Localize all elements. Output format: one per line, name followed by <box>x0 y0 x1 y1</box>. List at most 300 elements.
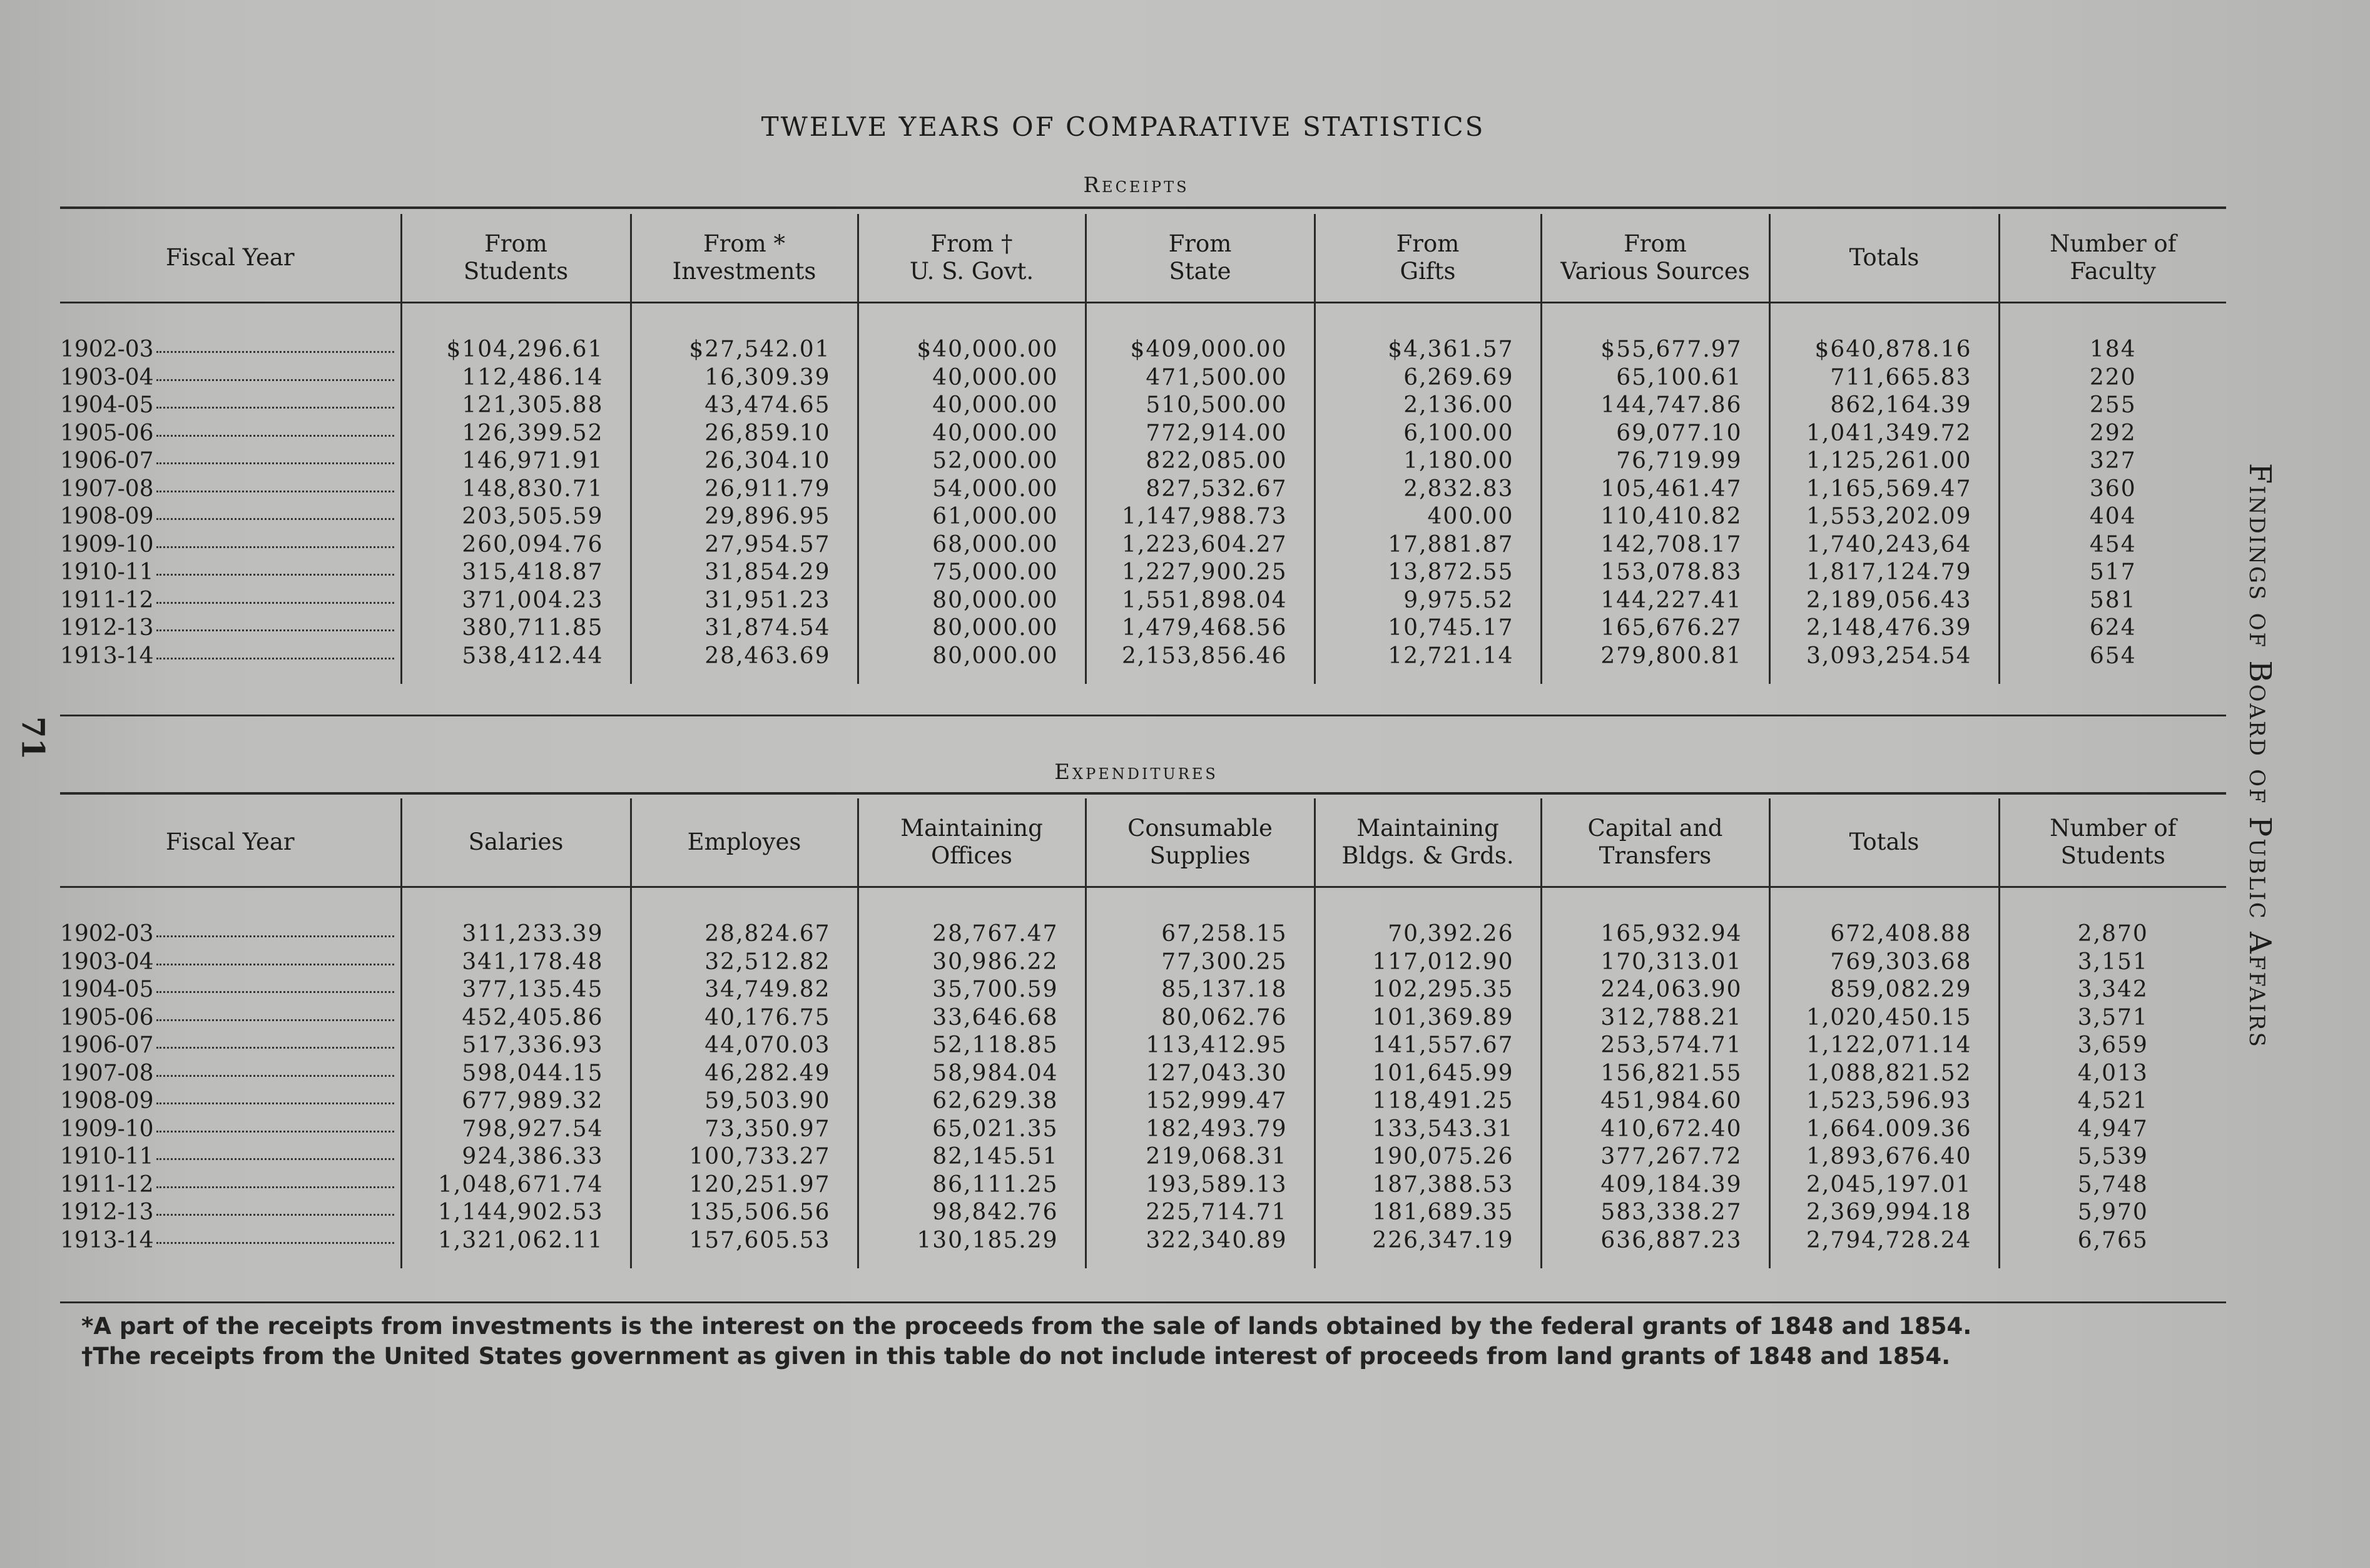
table-cell: 181,689.35 <box>1315 1199 1541 1227</box>
spacer-cell <box>1315 887 1541 921</box>
table-cell: 2,153,856.46 <box>1086 643 1315 671</box>
table-cell: 410,672.40 <box>1541 1116 1769 1144</box>
fiscal-year-label <box>60 476 394 504</box>
receipts-top-rule <box>60 206 2226 209</box>
table-cell: 69,077.10 <box>1541 420 1769 448</box>
expenditures-header-cell: Capital and Transfers <box>1541 798 1769 887</box>
table-cell: 451,984.60 <box>1541 1087 1769 1116</box>
spacer-cell <box>1541 1255 1769 1268</box>
fiscal-year-cell <box>60 503 401 531</box>
leader-dots <box>156 1158 394 1160</box>
fiscal-year-label <box>60 614 394 643</box>
leader-dots <box>156 964 394 965</box>
leader-dots <box>156 1019 394 1021</box>
page-title: TWELVE YEARS OF COMPARATIVE STATISTICS <box>761 111 1485 142</box>
table-cell: 315,418.87 <box>401 559 631 587</box>
table-cell: 3,342 <box>1999 976 2226 1004</box>
table-cell: 2,148,476.39 <box>1769 614 1999 643</box>
table-cell: 1,553,202.09 <box>1769 503 1999 531</box>
footnote-us-govt: †The receipts from the United States government as given in this table do not include interest of proceeds from land grants of 1848 and 1854. <box>81 1343 1951 1370</box>
table-cell: $409,000.00 <box>1086 336 1315 364</box>
expenditures-header-row <box>60 798 2226 887</box>
table-cell: 101,369.89 <box>1315 1004 1541 1032</box>
table-cell: 100,733.27 <box>631 1143 858 1171</box>
table-cell: 44,070.03 <box>631 1032 858 1060</box>
spacer-cell <box>1999 1255 2226 1268</box>
table-cell: 27,954.57 <box>631 531 858 559</box>
table-cell: 28,824.67 <box>631 920 858 949</box>
table-cell: 35,700.59 <box>858 976 1086 1004</box>
table-cell: 58,984.04 <box>858 1060 1086 1088</box>
spacer-cell <box>1086 887 1315 921</box>
table-cell: 253,574.71 <box>1541 1032 1769 1060</box>
receipts-header-cell: From Various Sources <box>1541 214 1769 303</box>
leader-dots <box>156 351 394 353</box>
table-cell: 26,859.10 <box>631 420 858 448</box>
fiscal-year-cell <box>60 976 401 1004</box>
fiscal-year-label <box>60 920 394 949</box>
table-cell: 29,896.95 <box>631 503 858 531</box>
table-cell: $27,542.01 <box>631 336 858 364</box>
table-cell: 193,589.13 <box>1086 1171 1315 1199</box>
spacer-cell <box>858 887 1086 921</box>
expenditures-header-cell: Totals <box>1769 798 1999 887</box>
table-cell: 40,000.00 <box>858 392 1086 420</box>
fiscal-year-cell <box>60 1060 401 1088</box>
spacer-cell <box>858 303 1086 337</box>
table-cell: 105,461.47 <box>1541 476 1769 504</box>
table-cell: 772,914.00 <box>1086 420 1315 448</box>
table-cell: 827,532.67 <box>1086 476 1315 504</box>
table-cell: 156,821.55 <box>1541 1060 1769 1088</box>
table-cell: 1,223,604.27 <box>1086 531 1315 559</box>
fiscal-year-label <box>60 1143 394 1171</box>
table-cell: 1,041,349.72 <box>1769 420 1999 448</box>
fiscal-year-text: 1912-13 <box>60 1199 154 1225</box>
leader-dots <box>156 379 394 381</box>
table-cell: 142,708.17 <box>1541 531 1769 559</box>
table-cell: 40,000.00 <box>858 420 1086 448</box>
table-cell: 225,714.71 <box>1086 1199 1315 1227</box>
fiscal-year-cell <box>60 447 401 476</box>
table-row <box>60 949 2226 977</box>
spacer-cell <box>401 1255 631 1268</box>
table-cell: 711,665.83 <box>1769 364 1999 392</box>
table-cell: 1,088,821.52 <box>1769 1060 1999 1088</box>
fiscal-year-label <box>60 949 394 977</box>
spacer-cell <box>60 670 401 684</box>
table-row <box>60 1116 2226 1144</box>
spacer-cell <box>1541 887 1769 921</box>
table-cell: 30,986.22 <box>858 949 1086 977</box>
table-cell: 636,887.23 <box>1541 1227 1769 1255</box>
table-cell: 5,970 <box>1999 1199 2226 1227</box>
leader-dots <box>156 629 394 631</box>
spacer-cell <box>60 887 401 921</box>
table-row <box>60 336 2226 364</box>
fiscal-year-cell <box>60 364 401 392</box>
table-cell: 70,392.26 <box>1315 920 1541 949</box>
fiscal-year-text: 1906-07 <box>60 1032 154 1058</box>
table-row <box>60 364 2226 392</box>
spacer-row <box>60 670 2226 684</box>
table-cell: 862,164.39 <box>1769 392 1999 420</box>
fiscal-year-text: 1904-05 <box>60 392 154 418</box>
fiscal-year-label <box>60 1227 394 1255</box>
spacer-cell <box>858 1255 1086 1268</box>
table-cell: 54,000.00 <box>858 476 1086 504</box>
fiscal-year-cell <box>60 1143 401 1171</box>
table-cell: 510,500.00 <box>1086 392 1315 420</box>
receipts-header-cell: Fiscal Year <box>60 214 401 303</box>
table-cell: 220 <box>1999 364 2226 392</box>
table-row <box>60 1171 2226 1199</box>
expenditures-header-cell: Fiscal Year <box>60 798 401 887</box>
spacer-row <box>60 1255 2226 1268</box>
table-cell: 5,748 <box>1999 1171 2226 1199</box>
receipts-header-cell: Number of Faculty <box>1999 214 2226 303</box>
fiscal-year-text: 1909-10 <box>60 1116 154 1142</box>
table-cell: 377,267.72 <box>1541 1143 1769 1171</box>
receipts-header-cell: From Gifts <box>1315 214 1541 303</box>
fiscal-year-text: 1904-05 <box>60 977 154 1002</box>
table-row <box>60 447 2226 476</box>
table-cell: 52,000.00 <box>858 447 1086 476</box>
fiscal-year-text: 1902-03 <box>60 337 154 362</box>
table-cell: 80,000.00 <box>858 614 1086 643</box>
table-cell: 322,340.89 <box>1086 1227 1315 1255</box>
fiscal-year-label <box>60 420 394 448</box>
table-cell: 10,745.17 <box>1315 614 1541 643</box>
table-row <box>60 1087 2226 1116</box>
table-cell: $40,000.00 <box>858 336 1086 364</box>
leader-dots <box>156 1242 394 1244</box>
table-cell: 110,410.82 <box>1541 503 1769 531</box>
table-cell: 101,645.99 <box>1315 1060 1541 1088</box>
table-cell: 5,539 <box>1999 1143 2226 1171</box>
expenditures-body <box>60 887 2226 1269</box>
table-cell: 86,111.25 <box>858 1171 1086 1199</box>
spacer-cell <box>631 887 858 921</box>
fiscal-year-label <box>60 1004 394 1032</box>
table-cell: 581 <box>1999 587 2226 615</box>
table-cell: 43,474.65 <box>631 392 858 420</box>
fiscal-year-text: 1907-08 <box>60 476 154 502</box>
table-cell: 40,176.75 <box>631 1004 858 1032</box>
leader-dots <box>156 407 394 409</box>
table-cell: 17,881.87 <box>1315 531 1541 559</box>
fiscal-year-text: 1903-04 <box>60 364 154 390</box>
footnotes <box>81 1311 1971 1372</box>
fiscal-year-text: 1909-10 <box>60 531 154 557</box>
receipts-header-cell: From Students <box>401 214 631 303</box>
receipts-header-cell: Totals <box>1769 214 1999 303</box>
table-cell: 1,227,900.25 <box>1086 559 1315 587</box>
table-row <box>60 587 2226 615</box>
table-cell: 182,493.79 <box>1086 1116 1315 1144</box>
fiscal-year-text: 1903-04 <box>60 949 154 975</box>
table-cell: 822,085.00 <box>1086 447 1315 476</box>
fiscal-year-cell <box>60 559 401 587</box>
table-row <box>60 920 2226 949</box>
table-cell: 1,125,261.00 <box>1769 447 1999 476</box>
table-cell: 654 <box>1999 643 2226 671</box>
table-cell: 133,543.31 <box>1315 1116 1541 1144</box>
fiscal-year-cell <box>60 1116 401 1144</box>
table-cell: 2,794,728.24 <box>1769 1227 1999 1255</box>
spacer-cell <box>1086 670 1315 684</box>
leader-dots <box>156 1047 394 1049</box>
fiscal-year-label <box>60 336 394 364</box>
fiscal-year-text: 1902-03 <box>60 921 154 947</box>
table-row <box>60 1143 2226 1171</box>
fiscal-year-text: 1910-11 <box>60 1144 154 1169</box>
table-row <box>60 1060 2226 1088</box>
table-cell: 126,399.52 <box>401 420 631 448</box>
table-cell: 146,971.91 <box>401 447 631 476</box>
spacer-cell <box>401 887 631 921</box>
footnote-investments: *A part of the receipts from investments is the interest on the proceeds from the sale of lands obtained by the federal grants of 1848 and 1854. <box>81 1313 1972 1340</box>
table-cell: 144,747.86 <box>1541 392 1769 420</box>
table-cell: 52,118.85 <box>858 1032 1086 1060</box>
fiscal-year-text: 1905-06 <box>60 1004 154 1031</box>
spacer-cell <box>1086 303 1315 337</box>
fiscal-year-cell <box>60 587 401 615</box>
receipts-body <box>60 303 2226 685</box>
fiscal-year-label <box>60 531 394 559</box>
expenditures-header-cell: Maintaining Bldgs. & Grds. <box>1315 798 1541 887</box>
spacer-cell <box>1999 887 2226 921</box>
table-cell: 80,000.00 <box>858 643 1086 671</box>
table-cell: 360 <box>1999 476 2226 504</box>
fiscal-year-cell <box>60 336 401 364</box>
table-cell: 1,147,988.73 <box>1086 503 1315 531</box>
spacer-cell <box>1315 670 1541 684</box>
table-cell: 113,412.95 <box>1086 1032 1315 1060</box>
table-cell: 102,295.35 <box>1315 976 1541 1004</box>
table-cell: 40,000.00 <box>858 364 1086 392</box>
table-cell: 98,842.76 <box>858 1199 1086 1227</box>
table-cell: 170,313.01 <box>1541 949 1769 977</box>
fiscal-year-text: 1911-12 <box>60 587 154 613</box>
fiscal-year-text: 1907-08 <box>60 1060 154 1086</box>
table-row <box>60 1004 2226 1032</box>
table-cell: 311,233.39 <box>401 920 631 949</box>
table-cell: 73,350.97 <box>631 1116 858 1144</box>
spacer-cell <box>1541 670 1769 684</box>
expenditures-section-title: Expenditures <box>1054 760 1218 785</box>
table-cell: 203,505.59 <box>401 503 631 531</box>
page-number: 71 <box>14 716 52 760</box>
table-cell: 327 <box>1999 447 2226 476</box>
table-cell: 59,503.90 <box>631 1087 858 1116</box>
table-cell: 598,044.15 <box>401 1060 631 1088</box>
table-row <box>60 392 2226 420</box>
leader-dots <box>156 574 394 576</box>
expenditures-header-cell: Maintaining Offices <box>858 798 1086 887</box>
table-cell: 454 <box>1999 531 2226 559</box>
table-row <box>60 503 2226 531</box>
table-row <box>60 559 2226 587</box>
table-cell: 1,048,671.74 <box>401 1171 631 1199</box>
table-cell: 859,082.29 <box>1769 976 1999 1004</box>
table-cell: 2,832.83 <box>1315 476 1541 504</box>
receipts-header-cell: From * Investments <box>631 214 858 303</box>
fiscal-year-text: 1913-14 <box>60 643 154 669</box>
leader-dots <box>156 935 394 937</box>
table-cell: 80,062.76 <box>1086 1004 1315 1032</box>
receipts-table <box>60 214 2226 684</box>
fiscal-year-text: 1906-07 <box>60 448 154 474</box>
table-cell: 127,043.30 <box>1086 1060 1315 1088</box>
table-cell: 34,749.82 <box>631 976 858 1004</box>
table-row <box>60 614 2226 643</box>
table-row <box>60 531 2226 559</box>
fiscal-year-label <box>60 1171 394 1199</box>
table-cell: 2,369,994.18 <box>1769 1199 1999 1227</box>
fiscal-year-label <box>60 587 394 615</box>
table-cell: 3,659 <box>1999 1032 2226 1060</box>
table-cell: 28,463.69 <box>631 643 858 671</box>
table-cell: 400.00 <box>1315 503 1541 531</box>
spacer-cell <box>1315 1255 1541 1268</box>
table-cell: 1,664.009.36 <box>1769 1116 1999 1144</box>
table-cell: 341,178.48 <box>401 949 631 977</box>
fiscal-year-text: 1912-13 <box>60 615 154 641</box>
leader-dots <box>156 1102 394 1104</box>
table-cell: 32,512.82 <box>631 949 858 977</box>
table-cell: 80,000.00 <box>858 587 1086 615</box>
table-cell: 12,721.14 <box>1315 643 1541 671</box>
table-cell: 13,872.55 <box>1315 559 1541 587</box>
spacer-cell <box>1769 670 1999 684</box>
table-cell: 377,135.45 <box>401 976 631 1004</box>
fiscal-year-cell <box>60 1087 401 1116</box>
table-cell: 798,927.54 <box>401 1116 631 1144</box>
table-cell: 292 <box>1999 420 2226 448</box>
table-cell: 118,491.25 <box>1315 1087 1541 1116</box>
table-cell: 144,227.41 <box>1541 587 1769 615</box>
table-cell: 3,571 <box>1999 1004 2226 1032</box>
table-cell: 31,874.54 <box>631 614 858 643</box>
expenditures-header-cell: Number of Students <box>1999 798 2226 887</box>
spacer-cell <box>401 303 631 337</box>
table-cell: 157,605.53 <box>631 1227 858 1255</box>
spacer-cell <box>1086 1255 1315 1268</box>
table-row <box>60 1032 2226 1060</box>
fiscal-year-label <box>60 447 394 476</box>
leader-dots <box>156 658 394 659</box>
table-row <box>60 420 2226 448</box>
table-cell: 672,408.88 <box>1769 920 1999 949</box>
table-cell: 26,911.79 <box>631 476 858 504</box>
fiscal-year-label <box>60 976 394 1004</box>
receipts-header-cell: From † U. S. Govt. <box>858 214 1086 303</box>
spacer-cell <box>1769 1255 1999 1268</box>
fiscal-year-cell <box>60 531 401 559</box>
table-cell: 76,719.99 <box>1541 447 1769 476</box>
fiscal-year-text: 1913-14 <box>60 1227 154 1253</box>
table-cell: 2,136.00 <box>1315 392 1541 420</box>
spacer-cell <box>1541 303 1769 337</box>
table-cell: 404 <box>1999 503 2226 531</box>
leader-dots <box>156 491 394 492</box>
leader-dots <box>156 435 394 437</box>
table-cell: 67,258.15 <box>1086 920 1315 949</box>
table-cell: 471,500.00 <box>1086 364 1315 392</box>
fiscal-year-cell <box>60 1004 401 1032</box>
spacer-cell <box>1999 670 2226 684</box>
fiscal-year-cell <box>60 1171 401 1199</box>
fiscal-year-cell <box>60 643 401 671</box>
table-cell: 279,800.81 <box>1541 643 1769 671</box>
table-cell: $4,361.57 <box>1315 336 1541 364</box>
table-cell: 130,185.29 <box>858 1227 1086 1255</box>
fiscal-year-cell <box>60 392 401 420</box>
table-cell: 148,830.71 <box>401 476 631 504</box>
leader-dots <box>156 462 394 464</box>
spacer-cell <box>60 1255 401 1268</box>
table-cell: 380,711.85 <box>401 614 631 643</box>
receipts-header-row <box>60 214 2226 303</box>
table-cell: 409,184.39 <box>1541 1171 1769 1199</box>
expenditures-table <box>60 798 2226 1268</box>
spacer-cell <box>631 670 858 684</box>
table-cell: 1,523,596.93 <box>1769 1087 1999 1116</box>
spacer-cell <box>1999 303 2226 337</box>
table-cell: 120,251.97 <box>631 1171 858 1199</box>
table-cell: 1,817,124.79 <box>1769 559 1999 587</box>
table-cell: 117,012.90 <box>1315 949 1541 977</box>
table-cell: 226,347.19 <box>1315 1227 1541 1255</box>
table-cell: 153,078.83 <box>1541 559 1769 587</box>
table-cell: 190,075.26 <box>1315 1143 1541 1171</box>
leader-dots <box>156 1186 394 1188</box>
fiscal-year-cell <box>60 476 401 504</box>
spacer-cell <box>631 303 858 337</box>
table-cell: 31,854.29 <box>631 559 858 587</box>
fiscal-year-cell <box>60 614 401 643</box>
fiscal-year-text: 1908-09 <box>60 504 154 529</box>
table-cell: $640,878.16 <box>1769 336 1999 364</box>
table-cell: 135,506.56 <box>631 1199 858 1227</box>
table-cell: 224,063.90 <box>1541 976 1769 1004</box>
leader-dots <box>156 1131 394 1133</box>
expenditures-header-cell: Employes <box>631 798 858 887</box>
fiscal-year-label <box>60 1032 394 1060</box>
table-cell: 121,305.88 <box>401 392 631 420</box>
running-header: Findings of Board of Public Affairs <box>2242 463 2277 1049</box>
fiscal-year-text: 1910-11 <box>60 559 154 585</box>
table-cell: 677,989.32 <box>401 1087 631 1116</box>
fiscal-year-label <box>60 1087 394 1116</box>
receipts-header-cell: From State <box>1086 214 1315 303</box>
table-cell: 517 <box>1999 559 2226 587</box>
table-cell: 1,321,062.11 <box>401 1227 631 1255</box>
table-cell: 6,765 <box>1999 1227 2226 1255</box>
leader-dots <box>156 991 394 993</box>
table-cell: 65,100.61 <box>1541 364 1769 392</box>
spacer-cell <box>60 303 401 337</box>
table-row <box>60 1227 2226 1255</box>
table-cell: 3,151 <box>1999 949 2226 977</box>
table-cell: 4,521 <box>1999 1087 2226 1116</box>
expenditures-header-cell: Salaries <box>401 798 631 887</box>
fiscal-year-text: 1911-12 <box>60 1171 154 1198</box>
fiscal-year-cell <box>60 1032 401 1060</box>
table-row <box>60 476 2226 504</box>
spacer-row <box>60 887 2226 921</box>
